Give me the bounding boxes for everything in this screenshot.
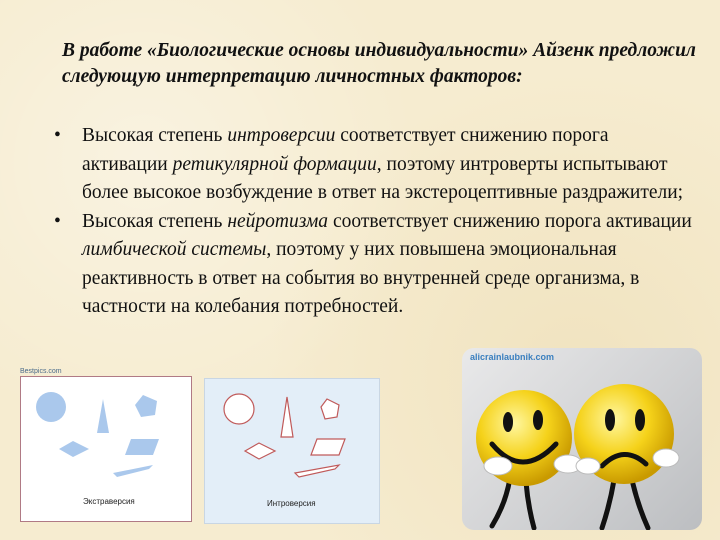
bullet-text-post: , поэтому у них повышена эмоциональная реактивность в ответ на события во внутренней среде организма, в частности на колебания потребностей.	[82, 239, 640, 317]
photo-watermark: alicrainlaubnik.com	[470, 352, 555, 362]
smiley-legs	[492, 478, 648, 528]
bullet-text-mid: соответствует снижению порога активации	[328, 210, 692, 232]
bullet-dot: •	[54, 125, 61, 146]
bullet-introversion	[48, 122, 698, 208]
extraversion-caption: Экстраверсия	[83, 497, 135, 506]
term-reticular-formation: ретикулярной формации	[172, 153, 377, 175]
shape-parallelogram	[125, 439, 159, 455]
shape-diamond	[245, 443, 275, 459]
bullet-text-pre: Высокая степень	[82, 210, 228, 232]
shape-diamond	[59, 441, 89, 457]
extraversion-panel	[20, 376, 192, 522]
smiley-photo	[462, 348, 702, 530]
introversion-shape-group	[224, 394, 345, 477]
shape-pentagon	[321, 399, 339, 419]
term-neuroticism: нейротизма	[227, 210, 329, 232]
shape-triangle	[97, 399, 109, 433]
smiley-illustration	[462, 348, 702, 530]
bullet-text-pre: Высокая степень	[82, 125, 228, 146]
bullet-dot: •	[54, 210, 61, 232]
shape-triangle	[281, 397, 293, 437]
slide-heading: В работе «Биологические основы индивидуальности» Айзенк предложил следующую интерпретацию личностных факторов:	[62, 40, 696, 87]
shape-sliver	[113, 465, 153, 477]
shape-circle	[36, 392, 66, 422]
bullet-text-mid: соответствует снижению порога активации	[82, 125, 609, 175]
term-limbic-system: лимбической системы	[82, 239, 267, 260]
shape-sliver	[295, 465, 339, 477]
introversion-panel	[204, 378, 380, 524]
shape-parallelogram	[311, 439, 345, 455]
bullet-neuroticism	[48, 208, 698, 322]
introversion-caption: Интроверсия	[267, 499, 316, 508]
bullet-list	[48, 122, 698, 322]
bullet-text-post: , поэтому интроверты испытывают более высокое возбуждение в ответ на экстероцептивные раздражители;	[82, 153, 684, 203]
term-introversion: интроверсии	[227, 125, 336, 146]
extraversion-shape-group	[36, 392, 159, 477]
shape-pentagon	[135, 395, 157, 417]
shape-circle	[224, 394, 254, 424]
image-watermark: Bestpics.com	[20, 368, 62, 375]
